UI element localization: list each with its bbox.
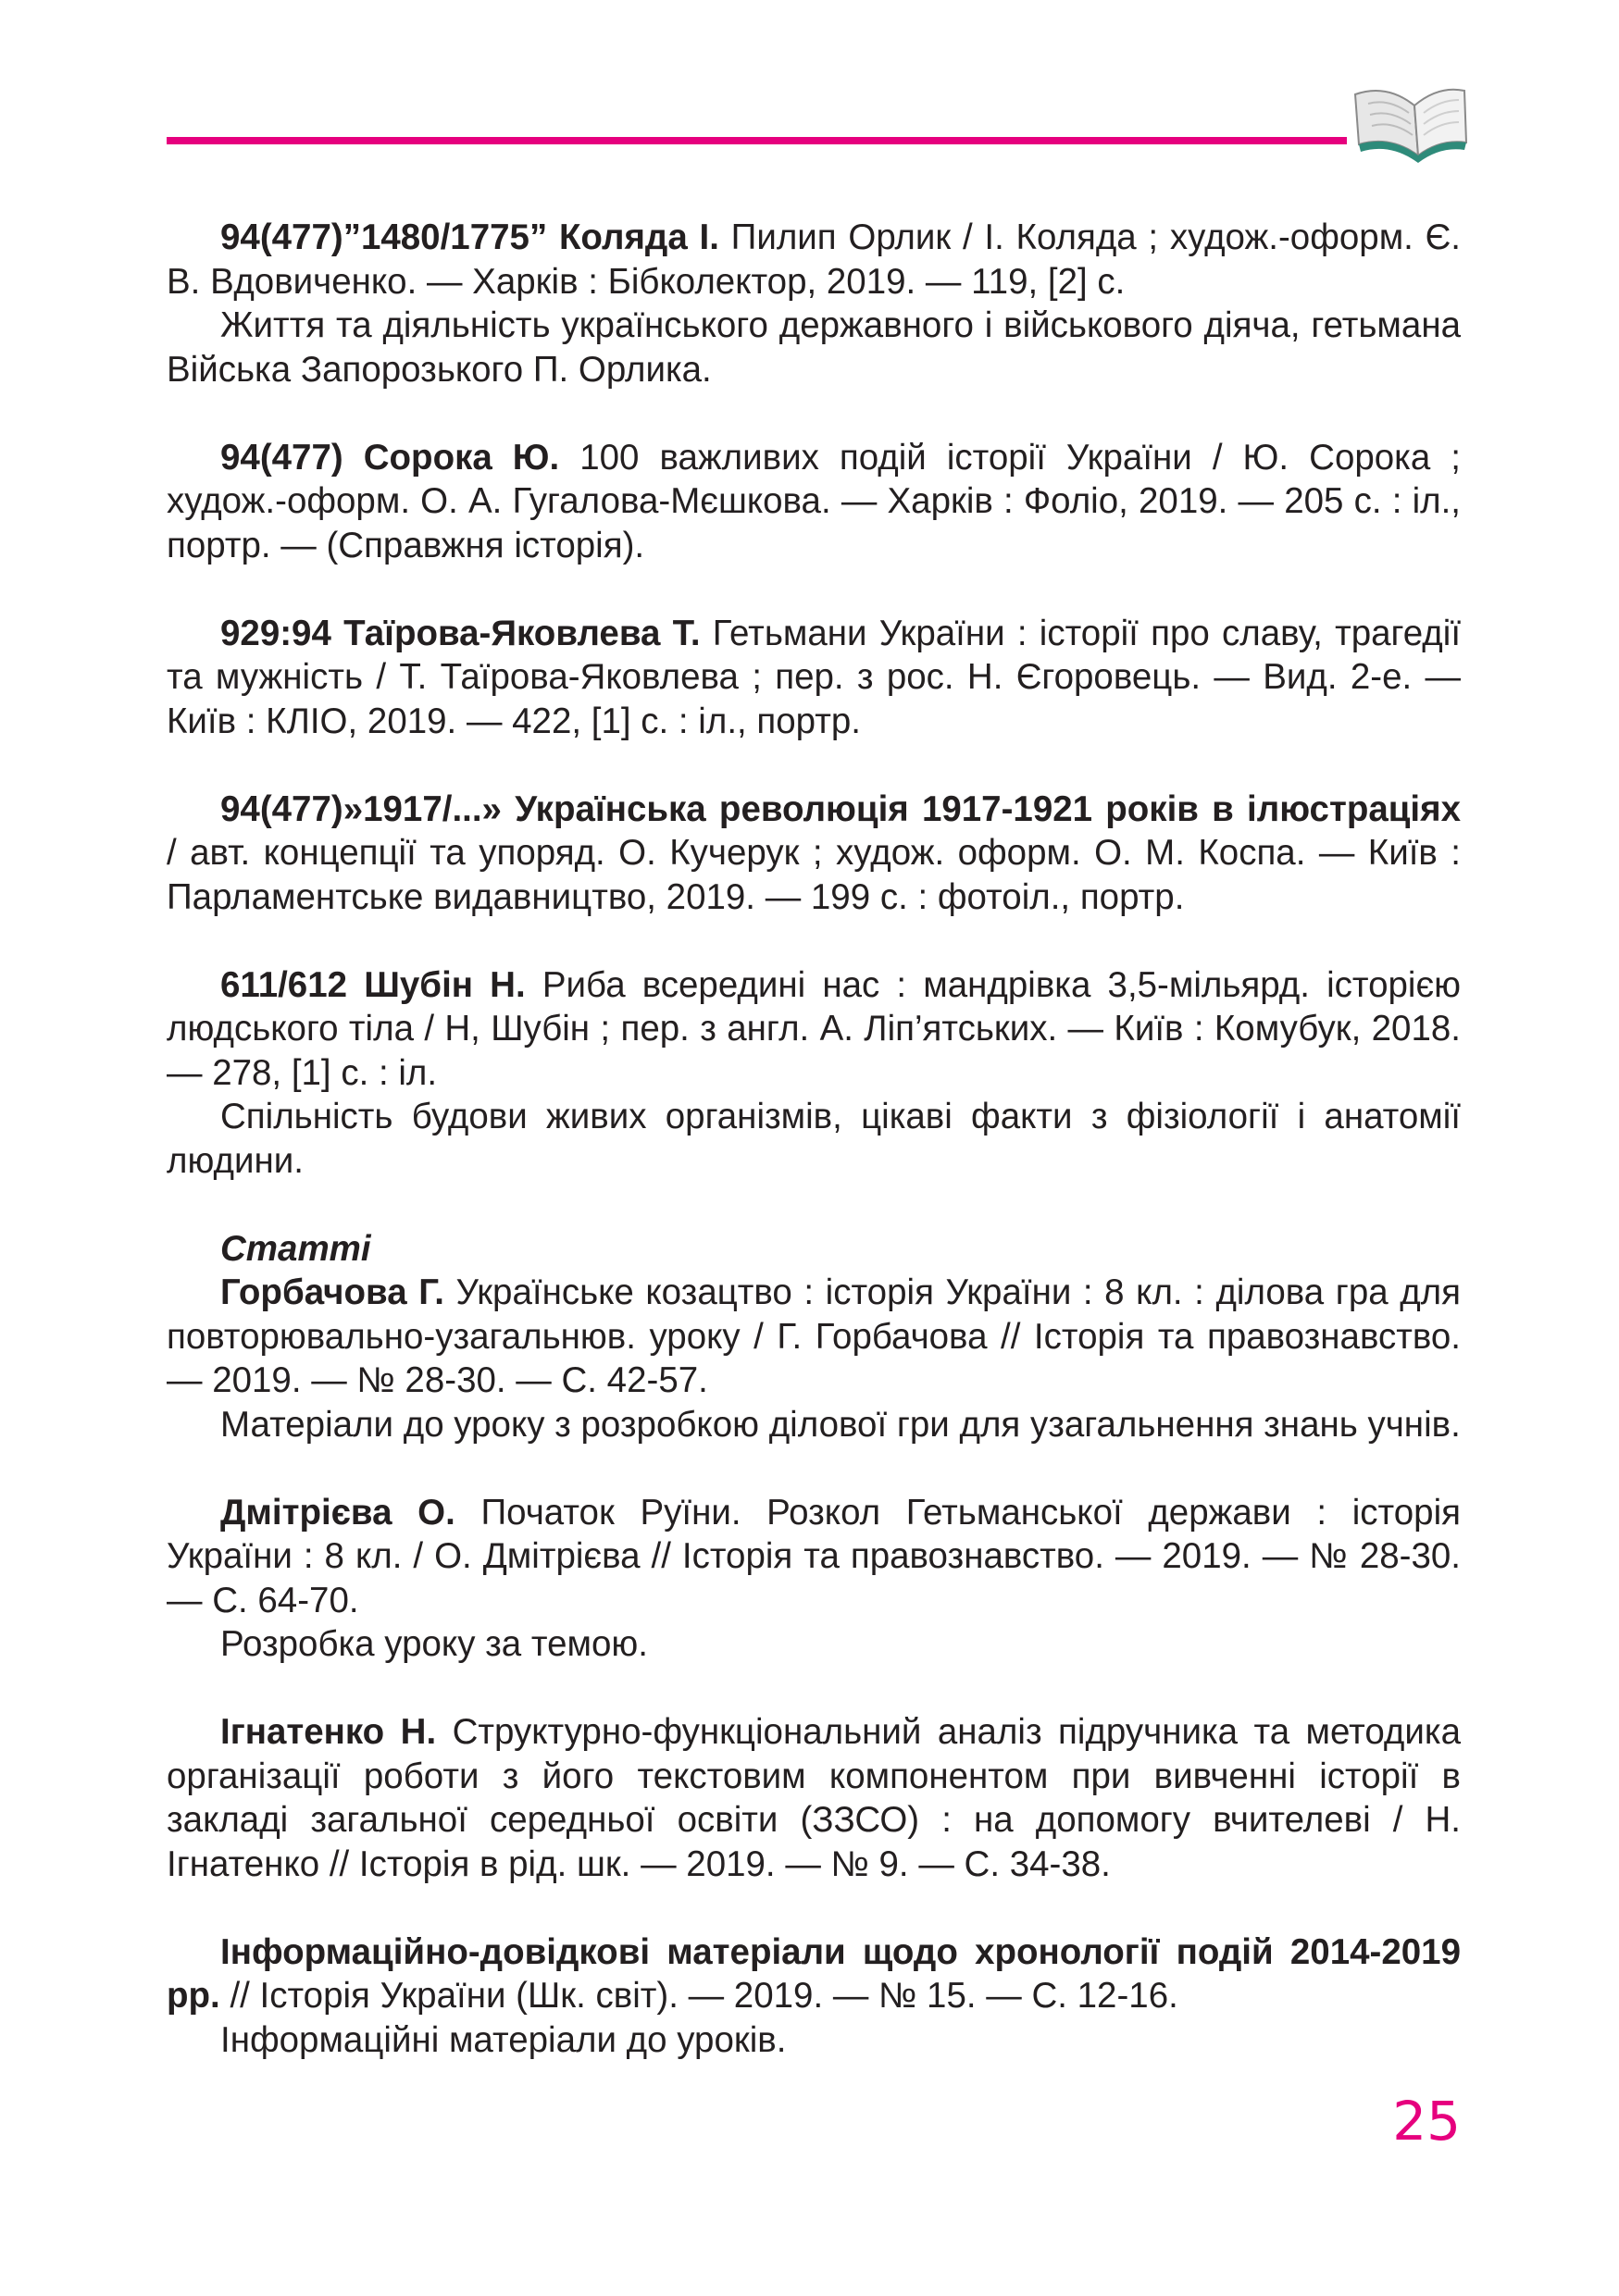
page-number: 25	[1392, 2090, 1461, 2153]
entry-text: 100 важливих подій історії України / Ю. Сорока ; худож.-оформ. О. А. Гугалова-Мєшкова. — Харків : Фоліо, 2019. — 205 с. : іл., портр. — (Справжня історія).	[167, 437, 1461, 565]
bibliography-entry-5	[167, 963, 1461, 1184]
entry-description	[167, 788, 1461, 920]
entry-description	[167, 1710, 1461, 1886]
entry-text: / авт. концепції та упоряд. О. Кучерук ; худож. оформ. О. М. Коспа. — Київ : Парламентське видавництво, 2019. — 199 с. : фотоіл., портр.	[167, 833, 1461, 917]
articles-heading: Статті	[220, 1228, 371, 1269]
entry-text: Українське козацтво : історія України : 8 кл. : ділова гра для повторювально-узагальнюв. уроку / Г. Горбачова // Історія та правознавство. — 2019. — № 28-30. — С. 42-57.	[167, 1272, 1461, 1400]
entry-description	[167, 963, 1461, 1096]
entry-author: Коляда І.	[558, 217, 719, 257]
entry-annotation: Матеріали до уроку з розробкою ділової гри для узагальнення знань учнів.	[220, 1404, 1461, 1445]
entry-code: 94(477)»1917/...»	[220, 788, 502, 829]
bibliography-entry-3	[167, 612, 1461, 744]
entry-description	[167, 612, 1461, 744]
article-entry-2	[167, 1491, 1461, 1667]
entry-code: 611/612	[220, 964, 348, 1005]
entry-annotation: Життя та діяльність українського державного і військового діяча, гетьмана Війська Запорозького П. Орлика.	[167, 305, 1461, 390]
entry-author: Таїрова-Яковлева Т.	[343, 613, 701, 653]
entry-code: 94(477)	[220, 437, 343, 478]
entry-text: Пилип Орлик / І. Коляда ; худож.-оформ. Є. В. Вдовиченко. — Харків : Бібколектор, 2019. — 119, [2] с.	[167, 217, 1461, 302]
entry-description	[167, 1271, 1461, 1403]
entry-author: Горбачова Г.	[220, 1272, 444, 1312]
bibliography-entry-2	[167, 436, 1461, 568]
entry-description	[167, 1491, 1461, 1623]
entry-annotation: Спільність будови живих організмів, цікаві факти з фізіології і анатомії людини.	[167, 1097, 1461, 1181]
entry-title: Інформаційно-довідкові матеріали щодо хронології подій 2014-2019 рр.	[167, 1931, 1461, 2016]
open-book-icon	[1350, 67, 1470, 168]
entry-annotation: Розробка уроку за темою.	[220, 1624, 648, 1664]
entry-code: 94(477)”1480/1775”	[220, 217, 548, 257]
entry-description	[167, 216, 1461, 304]
entry-text: Початок Руїни. Розкол Гетьманської держави : історія України : 8 кл. / О. Дмітрієва // Історія та правознавство. — 2019. — № 28-30. — С. 64-70.	[167, 1492, 1461, 1620]
entry-text: Риба всередині нас : мандрівка 3,5-мільярд. історією людського тіла / Н, Шубін ; пер. з англ. А. Ліп’ятських. — Київ : Комубук, 2018. — 278, [1] с. : іл.	[167, 964, 1462, 1093]
entry-description	[167, 1930, 1461, 2018]
header-accent-rule	[167, 137, 1347, 144]
entry-title: Українська революція 1917-1921 років в ілюстраціях	[515, 788, 1461, 829]
bibliography-entry-1	[167, 216, 1461, 391]
entry-author: Ігнатенко Н.	[220, 1712, 437, 1752]
bibliography-entry-4	[167, 788, 1461, 920]
entry-text: Структурно-функціональний аналіз підручника та методика організації роботи з його текстовим компонентом при вивченні історії в закладі загальної середньої освіти (ЗЗСО) : на допомогу вчителеві / Н. Ігнатенко // Історія в рід. шк. — 2019. — № 9. — С. 34-38.	[167, 1712, 1461, 1884]
entry-author: Дмітрієва О.	[220, 1492, 455, 1533]
bibliography-content	[167, 216, 1461, 2062]
article-entry-3	[167, 1710, 1461, 1886]
entry-author: Сорока Ю.	[363, 437, 560, 478]
entry-description	[167, 436, 1461, 568]
entry-text: Гетьмани України : історії про славу, трагедії та мужність / Т. Таїрова-Яковлева ; пер. з рос. Н. Єгоровець. — Вид. 2-е. — Київ : КЛІО, 2019. — 422, [1] с. : іл., портр.	[167, 613, 1462, 741]
entry-text: // Історія України (Шк. світ). — 2019. — № 15. — С. 12-16.	[230, 1976, 1178, 2016]
article-entry-4	[167, 1930, 1461, 2063]
entry-annotation: Інформаційні матеріали до уроків.	[220, 2019, 787, 2060]
article-entry-1	[167, 1271, 1461, 1446]
entry-author: Шубін Н.	[364, 964, 526, 1005]
entry-code: 929:94	[220, 613, 331, 653]
